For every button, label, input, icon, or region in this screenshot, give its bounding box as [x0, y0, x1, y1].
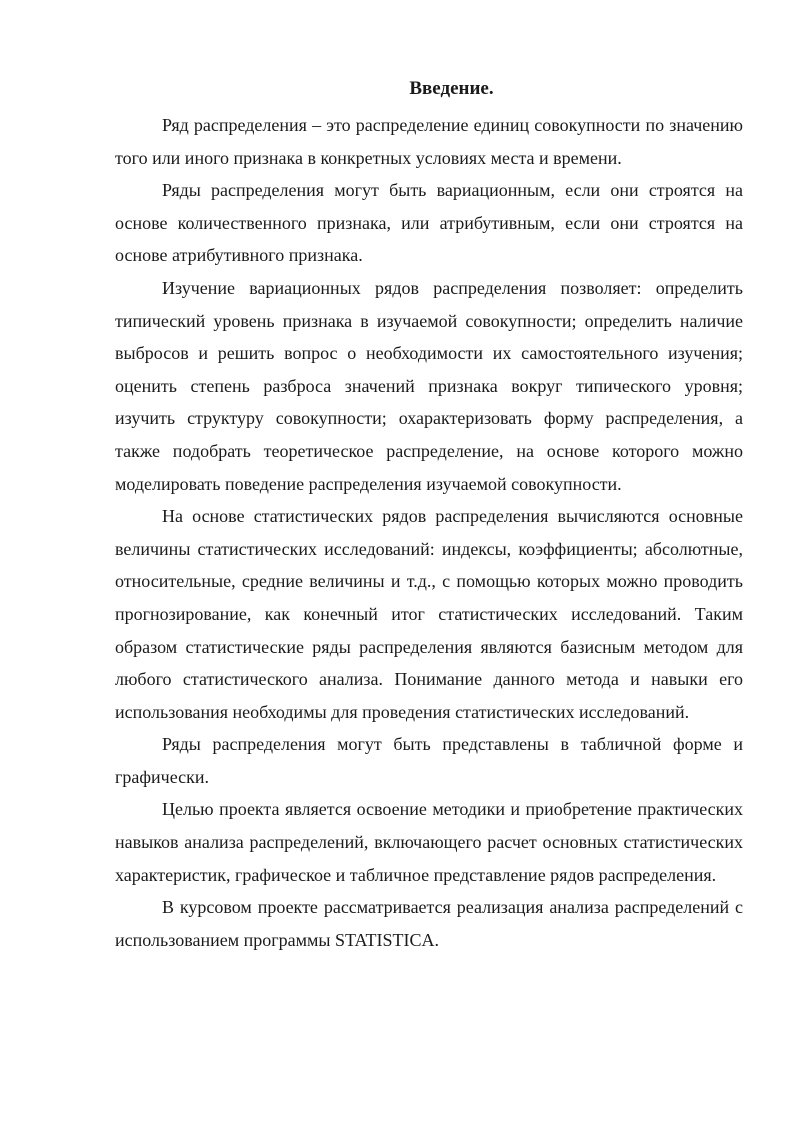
paragraph-project-goal: Целью проекта является освоение методики и приобретение практических навыков анализа распределений, включающего расчет основных статистических характеристик, графическое и табличное представление рядов распределения.	[115, 799, 743, 885]
paragraph-study-goals: Изучение вариационных рядов распределения позволяет: определить типический уровень признака в изучаемой совокупности; определить наличие выбросов и решить вопрос о необходимости их самостоятельного изучения; оценить степень разброса значений признака вокруг типического уровня; изучить структуру совокупности; охарактеризовать форму распределения, а также подобрать теоретическое распределение, на основе которого можно моделировать поведение распределения изучаемой совокупности.	[115, 277, 743, 494]
paragraph-statistical-basis: На основе статистических рядов распределения вычисляются основные величины статистических исследований: индексы, коэффициенты; абсолютные, относительные, средние величины и т.д., с помощью которых можно проводить прогнозирование, как конечный итог статистических исследований. Таким образом статистические ряды распределения являются базисным методом для любого статистического анализа. Понимание данного метода и навыки его использования необходимы для проведения статистических исследований.	[115, 506, 743, 722]
paragraph-implementation: В курсовом проекте рассматривается реализация анализа распределений с использованием программы STATISTICA.	[115, 897, 743, 950]
document-body	[115, 77, 743, 956]
paragraph-representation: Ряды распределения могут быть представлены в табличной форме и графически.	[115, 734, 743, 787]
paragraph-definition: Ряд распределения – это распределение единиц совокупности по значению того или иного признака в конкретных условиях места и времени.	[115, 115, 743, 168]
page-title: Введение.	[409, 78, 494, 99]
paragraph-types: Ряды распределения могут быть вариационным, если они строятся на основе количественного признака, или атрибутивным, если они строятся на основе атрибутивного признака.	[115, 180, 743, 266]
